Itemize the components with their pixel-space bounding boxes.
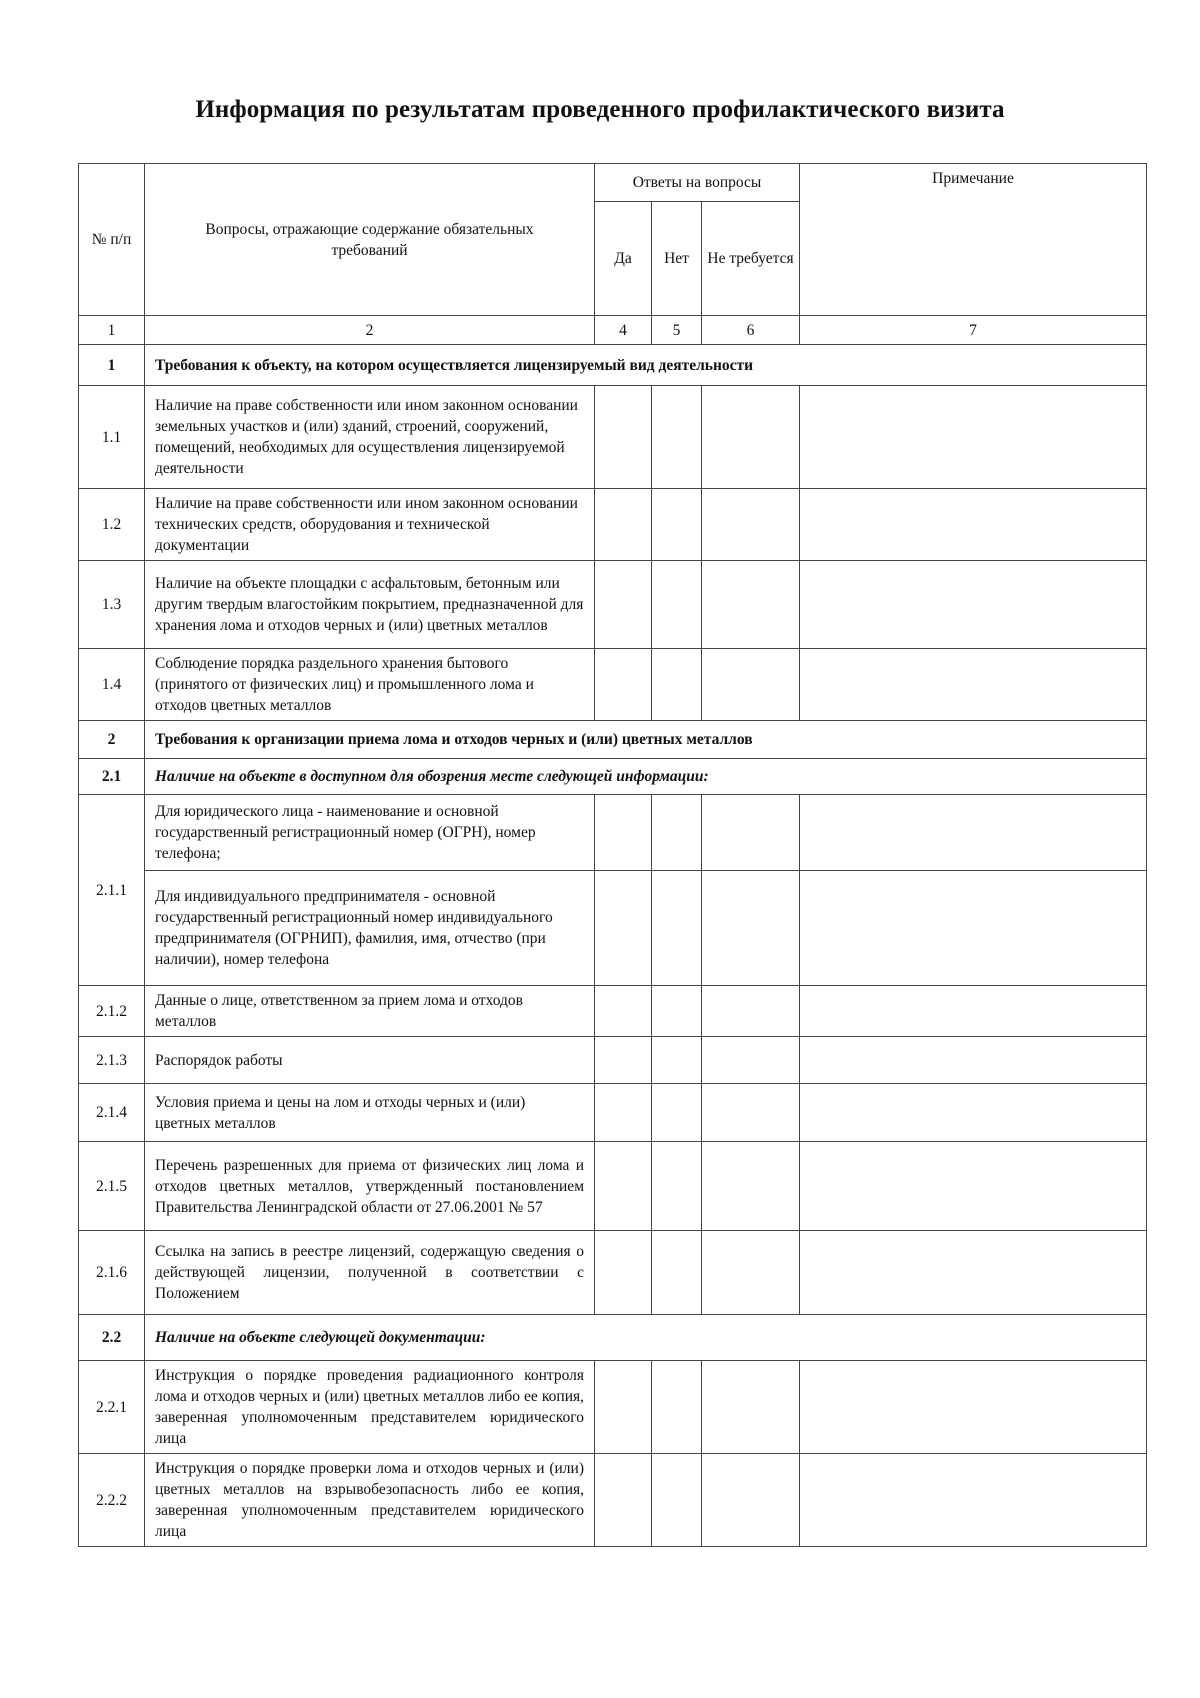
answer-not-required-cell[interactable] bbox=[702, 1142, 800, 1231]
answer-not-required-cell[interactable] bbox=[702, 1037, 800, 1084]
answer-not-required-cell[interactable] bbox=[702, 1454, 800, 1547]
table-row bbox=[79, 1361, 1147, 1454]
answer-no-cell[interactable] bbox=[652, 386, 702, 489]
colnum-4: 4 bbox=[595, 316, 652, 345]
answer-yes-cell[interactable] bbox=[595, 1231, 652, 1315]
answer-no-cell[interactable] bbox=[652, 1142, 702, 1231]
row-question: Распорядок работы bbox=[145, 1037, 595, 1084]
answer-no-cell[interactable] bbox=[652, 986, 702, 1037]
table-row bbox=[79, 1454, 1147, 1547]
answer-no-cell[interactable] bbox=[652, 489, 702, 561]
note-cell[interactable] bbox=[800, 871, 1147, 986]
row-number: 2.2.1 bbox=[79, 1361, 145, 1454]
row-question: Наличие на праве собственности или ином законном основании технических средств, оборудования и технической документации bbox=[145, 489, 595, 561]
row-number: 1.4 bbox=[79, 649, 145, 721]
header-note: Примечание bbox=[800, 164, 1147, 316]
table-row bbox=[79, 489, 1147, 561]
row-question: Для индивидуального предпринимателя - основной государственный регистрационный номер индивидуального предпринимателя (ОГРНИП), фамилия, имя, отчество (при наличии), номер телефона bbox=[145, 871, 595, 986]
note-cell[interactable] bbox=[800, 1231, 1147, 1315]
answer-yes-cell[interactable] bbox=[595, 386, 652, 489]
row-number: 1.3 bbox=[79, 561, 145, 649]
answer-yes-cell[interactable] bbox=[595, 1037, 652, 1084]
answer-yes-cell[interactable] bbox=[595, 561, 652, 649]
note-cell[interactable] bbox=[800, 489, 1147, 561]
checklist-table bbox=[78, 163, 1147, 1547]
colnum-2: 2 bbox=[145, 316, 595, 345]
table-row bbox=[79, 386, 1147, 489]
subsection-number: 2.2 bbox=[79, 1315, 145, 1361]
answer-no-cell[interactable] bbox=[652, 1454, 702, 1547]
colnum-1: 1 bbox=[79, 316, 145, 345]
answer-not-required-cell[interactable] bbox=[702, 1231, 800, 1315]
row-number: 1.2 bbox=[79, 489, 145, 561]
table-row bbox=[79, 1084, 1147, 1142]
note-cell[interactable] bbox=[800, 386, 1147, 489]
answer-not-required-cell[interactable] bbox=[702, 649, 800, 721]
answer-no-cell[interactable] bbox=[652, 1084, 702, 1142]
section-number: 2 bbox=[79, 721, 145, 759]
note-cell[interactable] bbox=[800, 1454, 1147, 1547]
row-number: 2.1.4 bbox=[79, 1084, 145, 1142]
row-question: Наличие на праве собственности или ином законном основании земельных участков и (или) зданий, строений, сооружений, помещений, необходимых для осуществления лицензируемой деятельности bbox=[145, 386, 595, 489]
answer-yes-cell[interactable] bbox=[595, 795, 652, 871]
header-not-required: Не требуется bbox=[702, 202, 800, 316]
table-row bbox=[79, 795, 1147, 871]
row-number: 2.1.5 bbox=[79, 1142, 145, 1231]
header-yes: Да bbox=[595, 202, 652, 316]
answer-not-required-cell[interactable] bbox=[702, 1361, 800, 1454]
table-row bbox=[79, 1142, 1147, 1231]
subsection-title: Наличие на объекте в доступном для обозрения месте следующей информации: bbox=[145, 759, 1147, 795]
subsection-row bbox=[79, 759, 1147, 795]
section-number: 1 bbox=[79, 345, 145, 386]
answer-no-cell[interactable] bbox=[652, 871, 702, 986]
row-question: Инструкция о порядке проверки лома и отходов черных и (или) цветных металлов на взрывобезопасность либо ее копия, заверенная уполномоченным представителем юридического лица bbox=[145, 1454, 595, 1547]
row-number: 2.2.2 bbox=[79, 1454, 145, 1547]
table-row bbox=[79, 1037, 1147, 1084]
note-cell[interactable] bbox=[800, 986, 1147, 1037]
row-number: 2.1.3 bbox=[79, 1037, 145, 1084]
row-question: Перечень разрешенных для приема от физических лиц лома и отходов цветных металлов, утвержденный постановлением Правительства Ленинградской области от 27.06.2001 № 57 bbox=[145, 1142, 595, 1231]
answer-yes-cell[interactable] bbox=[595, 1454, 652, 1547]
table-row bbox=[79, 649, 1147, 721]
section-title: Требования к организации приема лома и отходов черных и (или) цветных металлов bbox=[145, 721, 1147, 759]
row-number: 1.1 bbox=[79, 386, 145, 489]
colnum-7: 7 bbox=[800, 316, 1147, 345]
table-row bbox=[79, 986, 1147, 1037]
answer-not-required-cell[interactable] bbox=[702, 871, 800, 986]
note-cell[interactable] bbox=[800, 1037, 1147, 1084]
note-cell[interactable] bbox=[800, 561, 1147, 649]
answer-yes-cell[interactable] bbox=[595, 489, 652, 561]
row-number: 2.1.6 bbox=[79, 1231, 145, 1315]
header-question: Вопросы, отражающие содержание обязательных требований bbox=[145, 164, 595, 316]
row-question: Наличие на объекте площадки с асфальтовым, бетонным или другим твердым влагостойким покрытием, предназначенной для хранения лома и отходов черных и (или) цветных металлов bbox=[145, 561, 595, 649]
answer-not-required-cell[interactable] bbox=[702, 795, 800, 871]
note-cell[interactable] bbox=[800, 1361, 1147, 1454]
row-question: Инструкция о порядке проведения радиационного контроля лома и отходов черных и (или) цветных металлов либо ее копия, заверенная уполномоченным представителем юридического лица bbox=[145, 1361, 595, 1454]
answer-not-required-cell[interactable] bbox=[702, 986, 800, 1037]
note-cell[interactable] bbox=[800, 1084, 1147, 1142]
subsection-title: Наличие на объекте следующей документации: bbox=[145, 1315, 1147, 1361]
answer-yes-cell[interactable] bbox=[595, 1084, 652, 1142]
answer-not-required-cell[interactable] bbox=[702, 561, 800, 649]
answer-no-cell[interactable] bbox=[652, 649, 702, 721]
colnum-6: 6 bbox=[702, 316, 800, 345]
section-row bbox=[79, 721, 1147, 759]
answer-not-required-cell[interactable] bbox=[702, 489, 800, 561]
answer-no-cell[interactable] bbox=[652, 1037, 702, 1084]
row-question: Для юридического лица - наименование и основной государственный регистрационный номер (ОГРН), номер телефона; bbox=[145, 795, 595, 871]
answer-yes-cell[interactable] bbox=[595, 871, 652, 986]
row-question: Ссылка на запись в реестре лицензий, содержащую сведения о действующей лицензии, полученной в соответствии с Положением bbox=[145, 1231, 595, 1315]
header-num: № п/п bbox=[79, 164, 145, 316]
subsection-number: 2.1 bbox=[79, 759, 145, 795]
note-cell[interactable] bbox=[800, 795, 1147, 871]
answer-no-cell[interactable] bbox=[652, 795, 702, 871]
table-row bbox=[79, 871, 1147, 986]
table-row bbox=[79, 561, 1147, 649]
table-row bbox=[79, 1231, 1147, 1315]
answer-no-cell[interactable] bbox=[652, 1231, 702, 1315]
answer-yes-cell[interactable] bbox=[595, 1361, 652, 1454]
answer-no-cell[interactable] bbox=[652, 1361, 702, 1454]
row-number: 2.1.1 bbox=[79, 795, 145, 986]
note-cell[interactable] bbox=[800, 1142, 1147, 1231]
row-number: 2.1.2 bbox=[79, 986, 145, 1037]
row-question: Соблюдение порядка раздельного хранения бытового (принятого от физических лиц) и промышленного лома и отходов цветных металлов bbox=[145, 649, 595, 721]
row-question: Данные о лице, ответственном за прием лома и отходов металлов bbox=[145, 986, 595, 1037]
answer-yes-cell[interactable] bbox=[595, 1142, 652, 1231]
header-answers: Ответы на вопросы bbox=[595, 164, 800, 202]
section-title: Требования к объекту, на котором осуществляется лицензируемый вид деятельности bbox=[145, 345, 1147, 386]
answer-not-required-cell[interactable] bbox=[702, 386, 800, 489]
answer-no-cell[interactable] bbox=[652, 561, 702, 649]
header-no: Нет bbox=[652, 202, 702, 316]
section-row bbox=[79, 345, 1147, 386]
answer-yes-cell[interactable] bbox=[595, 649, 652, 721]
answer-yes-cell[interactable] bbox=[595, 986, 652, 1037]
subsection-row bbox=[79, 1315, 1147, 1361]
row-question: Условия приема и цены на лом и отходы черных и (или) цветных металлов bbox=[145, 1084, 595, 1142]
note-cell[interactable] bbox=[800, 649, 1147, 721]
document-title: Информация по результатам проведенного профилактического визита bbox=[195, 96, 1005, 123]
colnum-5: 5 bbox=[652, 316, 702, 345]
answer-not-required-cell[interactable] bbox=[702, 1084, 800, 1142]
